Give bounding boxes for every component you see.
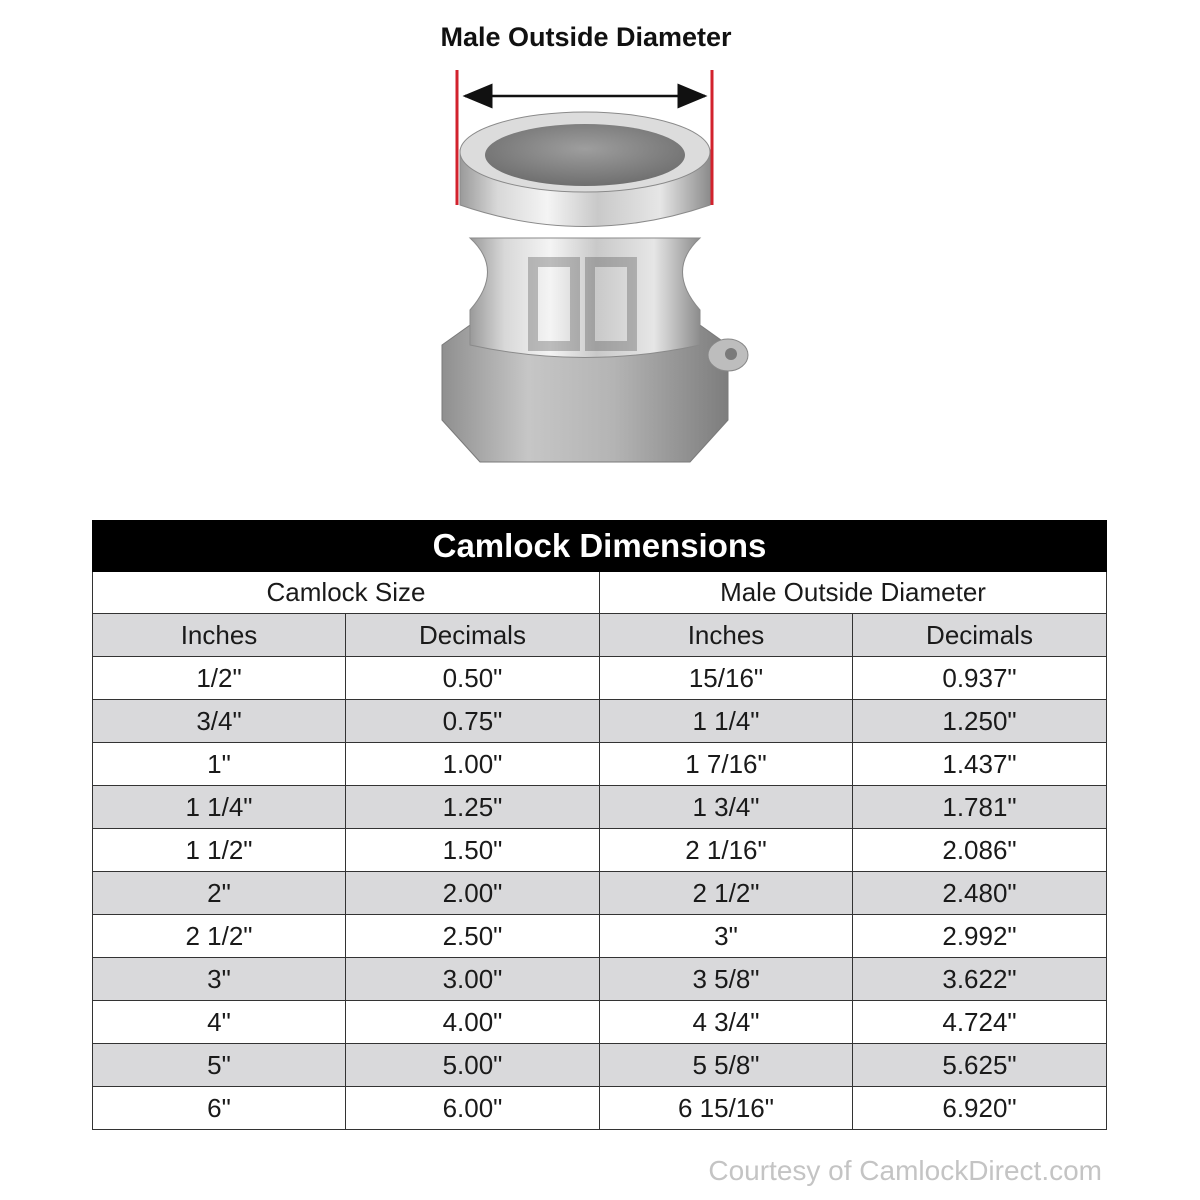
table-cell: 3" (600, 915, 853, 958)
table-cell: 1 7/16" (600, 743, 853, 786)
table-cell: 1.781" (853, 786, 1107, 829)
table-cell: 1 1/4" (600, 700, 853, 743)
table-cell: 3/4" (93, 700, 346, 743)
sub-header-inches: Inches (93, 614, 346, 657)
table-row (93, 829, 1107, 872)
table-cell: 1.437" (853, 743, 1107, 786)
table-cell: 6.920" (853, 1087, 1107, 1130)
table-cell: 4.724" (853, 1001, 1107, 1044)
group-header-camlock-size: Camlock Size (93, 572, 600, 614)
diagram-title: Male Outside Diameter (440, 22, 732, 52)
group-header-male-outside-diameter: Male Outside Diameter (600, 572, 1107, 614)
table-cell: 2.50" (346, 915, 600, 958)
table-cell: 6" (93, 1087, 346, 1130)
table-cell: 6 15/16" (600, 1087, 853, 1130)
table-cell: 3" (93, 958, 346, 1001)
table-cell: 1 1/2" (93, 829, 346, 872)
table-row (93, 743, 1107, 786)
table-cell: 1" (93, 743, 346, 786)
table-row (93, 1001, 1107, 1044)
table-cell: 1.25" (346, 786, 600, 829)
table-cell: 2.480" (853, 872, 1107, 915)
table-cell: 4 3/4" (600, 1001, 853, 1044)
table-cell: 5.00" (346, 1044, 600, 1087)
table-cell: 2" (93, 872, 346, 915)
table-row (93, 1087, 1107, 1130)
table-cell: 5" (93, 1044, 346, 1087)
sub-header-inches: Inches (600, 614, 853, 657)
table-cell: 3.00" (346, 958, 600, 1001)
table-cell: 5.625" (853, 1044, 1107, 1087)
table-cell: 0.75" (346, 700, 600, 743)
table-cell: 1.00" (346, 743, 600, 786)
table-cell: 0.50" (346, 657, 600, 700)
sub-header-decimals: Decimals (346, 614, 600, 657)
table-cell: 1 1/4" (93, 786, 346, 829)
table-cell: 6.00" (346, 1087, 600, 1130)
table-cell: 3.622" (853, 958, 1107, 1001)
table-cell: 1/2" (93, 657, 346, 700)
table-cell: 2 1/2" (93, 915, 346, 958)
table-cell: 4.00" (346, 1001, 600, 1044)
table-cell: 1.50" (346, 829, 600, 872)
table-row (93, 915, 1107, 958)
table-cell: 2 1/2" (600, 872, 853, 915)
table-row (93, 700, 1107, 743)
table-cell: 1 3/4" (600, 786, 853, 829)
table-cell: 3 5/8" (600, 958, 853, 1001)
table-cell: 2.992" (853, 915, 1107, 958)
table-cell: 0.937" (853, 657, 1107, 700)
table-cell: 2.086" (853, 829, 1107, 872)
table-row (93, 786, 1107, 829)
table-cell: 2.00" (346, 872, 600, 915)
table-cell: 1.250" (853, 700, 1107, 743)
sub-header-decimals: Decimals (853, 614, 1107, 657)
table-row (93, 872, 1107, 915)
camlock-figure (0, 0, 1200, 500)
table-cell: 5 5/8" (600, 1044, 853, 1087)
table-row (93, 958, 1107, 1001)
table-cell: 2 1/16" (600, 829, 853, 872)
table-cell: 4" (93, 1001, 346, 1044)
table-row (93, 657, 1107, 700)
table-row (93, 1044, 1107, 1087)
collar-bore (485, 124, 685, 186)
table-cell: 15/16" (600, 657, 853, 700)
camlock-dimensions-table (92, 520, 1107, 1130)
table-title: Camlock Dimensions (93, 521, 1107, 572)
courtesy-credit: Courtesy of CamlockDirect.com (708, 1155, 1102, 1186)
